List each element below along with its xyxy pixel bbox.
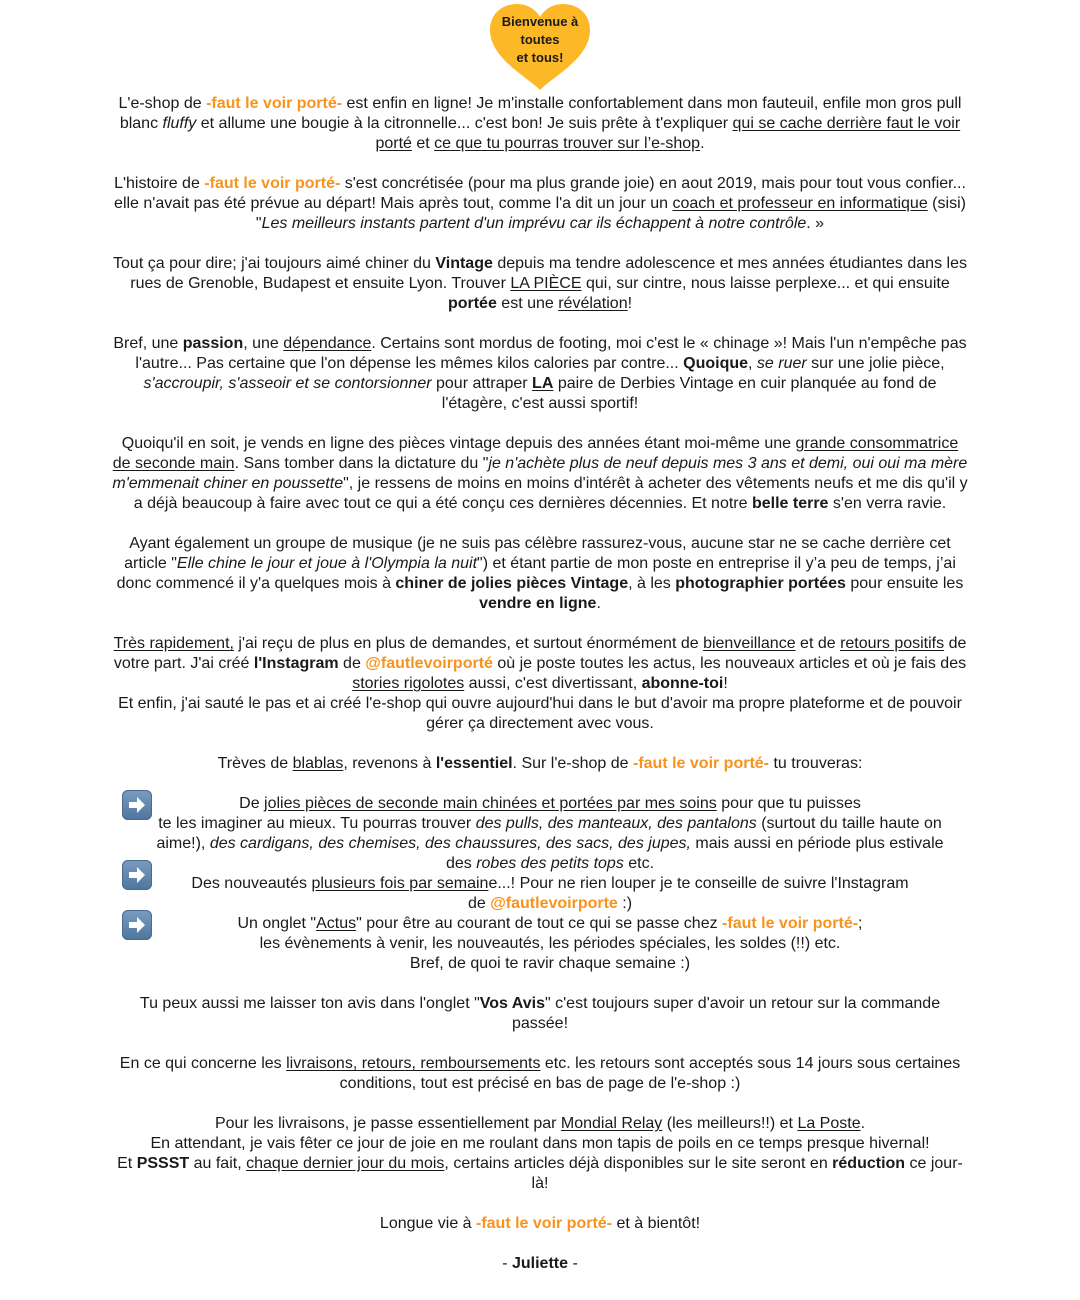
text-segment: tu trouveras:: [769, 755, 863, 772]
italic-text: s'accroupir, s'asseoir et se contorsionner: [143, 375, 432, 392]
arrow-right-icon: [122, 910, 152, 940]
italic-text: fluffy: [162, 115, 197, 132]
text-segment: :): [617, 895, 633, 912]
brand-highlight: -faut le voir porté-: [476, 1215, 613, 1232]
bold-text: Vos Avis: [479, 995, 545, 1012]
underlined-link[interactable]: jolies pièces de seconde main chinées et portées par mes soins: [264, 795, 717, 812]
underlined-link[interactable]: livraisons, retours, remboursements: [286, 1055, 541, 1072]
underlined-link[interactable]: dépendance: [283, 335, 372, 352]
heart-line: Bienvenue à: [501, 14, 579, 29]
text-segment: Un onglet ": [237, 915, 317, 932]
text-segment: de votre part. J'ai créé: [113, 635, 967, 672]
text-segment: etc. les retours sont acceptés sous 14 jours sous certaines conditions, tout est précisé en bas de page de l'e-shop :): [339, 1055, 961, 1092]
bold-text: abonne-toi: [641, 675, 724, 692]
underlined-link[interactable]: Très rapidement,: [113, 635, 234, 652]
text-segment: paire de Derbies Vintage en cuir planquée au fond de l'étagère, c'est aussi sportif!: [441, 375, 937, 412]
paragraph-intro: [112, 94, 968, 154]
text-segment: s'est concrétisée (pour ma plus grande joie) en aout 2019, mais pour tout vous confier... elle n'avait pas été prévue au départ! Mais après tout, comme l'a dit un jour un: [114, 175, 966, 212]
text-segment: ") et étant partie de mon poste en entreprise il y’a peu de temps, j’ai donc commencé il y'a quelques mois à: [116, 555, 956, 592]
list-item: [112, 914, 968, 974]
text-segment: .: [860, 1115, 866, 1132]
text-segment: !: [627, 295, 633, 312]
arrow-right-icon: [122, 860, 152, 890]
italic-text: des pulls, des manteaux, des pantalons: [475, 815, 757, 832]
text-segment: e...! Pour ne rien louper je te conseille de suivre l'Instagram: [488, 875, 909, 892]
list-item: [112, 874, 968, 914]
text-segment: . Sans tomber dans la dictature du ": [234, 455, 489, 472]
text-segment: au fait,: [189, 1155, 247, 1172]
bold-text: vendre en ligne: [479, 595, 597, 612]
text-segment: ,: [748, 355, 757, 372]
text-segment: etc.: [623, 855, 655, 872]
paragraph-history: [112, 174, 968, 234]
text-segment: . Certains sont mordus de footing, moi c'est le « chinage »! Mais l'un n'empêche pas l'autre... Pas certaine que l'on dépense les mêmes kilos calories par contre...: [135, 335, 967, 372]
text-segment: " c'est toujours super d'avoir un retour sur la commande passée!: [511, 995, 941, 1032]
heart-line: et tous!: [516, 50, 564, 65]
bold-text: passion: [182, 335, 244, 352]
text-segment: les évènements à venir, les nouveautés, les périodes spéciales, les soldes (!!) etc.: [259, 935, 841, 952]
text-segment: est une: [496, 295, 559, 312]
italic-text: se ruer: [756, 355, 807, 372]
text-segment: pour ensuite les: [845, 575, 964, 592]
paragraph-music: [112, 534, 968, 614]
bold-text: réduction: [832, 1155, 906, 1172]
text-segment: Quoiqu'il en soit, je vends en ligne des pièces vintage depuis des années étant moi-même une: [121, 435, 796, 452]
paragraph-closing: [112, 1214, 968, 1234]
list-item-text: [112, 874, 968, 914]
underlined-link[interactable]: stories rigolotes: [352, 675, 465, 692]
heart-line: toutes: [520, 32, 560, 47]
brand-highlight: @fautlevoirporté: [365, 655, 493, 672]
text-segment: L'e-shop de: [118, 95, 207, 112]
bold-text: Quoique: [683, 355, 749, 372]
text-segment: " pour être au courant de tout ce qui se passe chez: [356, 915, 723, 932]
bold-text: chiner de jolies pièces Vintage: [395, 575, 629, 592]
text-segment: , à les: [628, 575, 676, 592]
underlined-link[interactable]: LA PIÈCE: [510, 275, 582, 292]
text-segment: En attendant, je vais fêter ce jour de joie en me roulant dans mon tapis de poils en ce temps presque hivernal!: [150, 1135, 930, 1152]
text-segment: qui, sur cintre, nous laisse perplexe... et qui ensuite: [581, 275, 950, 292]
bold-text: Vintage: [435, 255, 493, 272]
text-segment: où je poste toutes les actus, les nouveaux articles et où je fais des: [492, 655, 967, 672]
underlined-link[interactable]: coach et professeur en informatique: [672, 195, 928, 212]
welcome-heart-badge: [486, 2, 594, 92]
text-segment: ", je ressens de moins en moins d'intérêt à acheter des vêtements neufs et me dis qu'il y a déjà beaucoup à faire avec tout ce qui a été conçu ces dernières décennies. Et notre: [133, 475, 968, 512]
list-item-text: [112, 794, 968, 874]
text-segment: depuis ma tendre adolescence et mes années étudiantes dans les rues de Grenoble, Budapest et ensuite Lyon. Trouver: [130, 255, 967, 292]
text-segment: Tu peux aussi me laisser ton avis dans l'onglet ": [139, 995, 480, 1012]
brand-highlight: -faut le voir porté-: [722, 915, 859, 932]
text-segment: Bref, une: [113, 335, 183, 352]
text-segment: pour attraper: [431, 375, 533, 392]
text-segment: Trèves de: [217, 755, 293, 772]
text-segment: ;: [858, 915, 863, 932]
text-segment: s'en verra ravie.: [828, 495, 947, 512]
text-segment: est enfin en ligne! Je m'installe confortablement dans mon fauteuil, enfile mon gros pull blanc: [119, 95, 962, 132]
underlined-link[interactable]: Actus: [316, 915, 357, 932]
text-segment: et de: [795, 635, 841, 652]
text-segment: Des nouveautés: [191, 875, 312, 892]
paragraph-eshop: Et enfin, j'ai sauté le pas et ai créé l'e-shop qui ouvre aujourd'hui dans le but d'avoir ma propre plateforme et de pouvoir gérer ça directement avec vous.: [118, 695, 962, 732]
bold-text: l'essentiel: [435, 755, 513, 772]
text-segment: mais aussi en période plus estivale des: [445, 835, 944, 872]
arrow-right-icon: [122, 790, 152, 820]
text-segment: j'ai reçu de plus en plus de demandes, et surtout énormément de: [233, 635, 704, 652]
underlined-link[interactable]: blablas: [292, 755, 344, 772]
brand-highlight: -faut le voir porté-: [204, 175, 341, 192]
paragraph-second-hand: [112, 434, 968, 514]
signature: [112, 1254, 968, 1274]
text-segment: Bref, de quoi te ravir chaque semaine :): [409, 955, 691, 972]
paragraph-vintage: [112, 254, 968, 314]
italic-text: Elle chine le jour et joue à l'Olympia la nuit: [176, 555, 478, 572]
bold-text: photographier portées: [675, 575, 846, 592]
underlined-link[interactable]: révélation: [558, 295, 628, 312]
text-segment: et: [411, 135, 435, 152]
offer-list: [112, 794, 968, 974]
text-segment: !: [723, 675, 728, 692]
text-segment: Tout ça pour dire; j'ai toujours aimé chiner du: [113, 255, 436, 272]
underlined-link[interactable]: grande consommatrice de seconde main: [112, 435, 959, 472]
text-segment: . »: [806, 215, 825, 232]
text-segment: te les imaginer au mieux. Tu pourras trouver: [158, 815, 476, 832]
italic-text: robes des petits tops: [476, 855, 624, 872]
italic-text: des cardigans, des chemises, des chaussures, des sacs, des jupes,: [209, 835, 691, 852]
welcome-heart-text: [486, 13, 594, 67]
underlined-link[interactable]: bienveillance: [703, 635, 796, 652]
text-segment: , une: [243, 335, 284, 352]
underlined-link[interactable]: chaque dernier jour du mois: [246, 1155, 445, 1172]
bold-text: belle terre: [751, 495, 829, 512]
underlined-link[interactable]: ce que tu pourras trouver sur l’e-shop: [434, 135, 701, 152]
text-segment: de: [467, 895, 491, 912]
brand-highlight: -faut le voir porté-: [633, 755, 770, 772]
text-segment: . Sur l'e-shop de: [512, 755, 633, 772]
text-segment: .: [700, 135, 705, 152]
paragraph-reviews: [112, 994, 968, 1034]
underlined-link[interactable]: qui se cache derrière faut le voir porté: [375, 115, 961, 152]
paragraph-list-intro: [112, 754, 968, 774]
paragraph-passion: [112, 334, 968, 414]
text-segment: , revenons à: [343, 755, 436, 772]
text-segment: .: [596, 595, 601, 612]
brand-highlight: @fautlevoirporte: [490, 895, 618, 912]
text-segment: et à bientôt!: [612, 1215, 701, 1232]
text-segment: Ayant également un groupe de musique (je ne suis pas célèbre rassurez-vous, aucune star ne se cache derrière cet article ": [124, 535, 951, 572]
text-segment: -: [568, 1255, 578, 1272]
text-segment: , certains articles déjà disponibles sur le site seront en: [444, 1155, 833, 1172]
text-segment: De: [239, 795, 265, 812]
italic-text: Les meilleurs instants partent d'un imprévu car ils échappent à notre contrôle: [261, 215, 807, 232]
bold-text: l'Instagram: [253, 655, 339, 672]
text-segment: -: [502, 1255, 512, 1272]
text-segment: pour que tu puisses: [716, 795, 861, 812]
list-item-text: [112, 914, 968, 974]
paragraph-instagram: [112, 634, 968, 694]
text-segment: (sisi) ": [255, 195, 966, 232]
underlined-link[interactable]: plusieurs fois par semain: [311, 875, 489, 892]
text-segment: aussi, c'est divertissant,: [464, 675, 642, 692]
bold-text: PSSST: [136, 1155, 190, 1172]
bold-text: Juliette: [511, 1255, 568, 1272]
italic-text: je n'achète plus de neuf depuis mes 3 ans et demi, oui oui ma mère m'emmenait chiner en poussette: [112, 455, 968, 492]
underlined-link[interactable]: Mondial Relay: [560, 1115, 663, 1132]
paragraph-returns: [112, 1054, 968, 1094]
text-segment: (surtout du taille haute on aime!),: [156, 815, 942, 852]
text-segment: de: [338, 655, 366, 672]
bold-text: portée: [447, 295, 497, 312]
underlined-link[interactable]: LA: [532, 375, 554, 392]
text-segment: et allume une bougie à la citronnelle... c'est bon! Je suis prête à t'expliquer: [196, 115, 733, 132]
underlined-link[interactable]: retours positifs: [840, 635, 945, 652]
text-segment: ce jour-là!: [531, 1155, 963, 1192]
underlined-link[interactable]: La Poste: [797, 1115, 861, 1132]
text-segment: (les meilleurs!!) et: [662, 1115, 798, 1132]
article-body: [112, 94, 968, 1294]
text-segment: Et: [117, 1155, 137, 1172]
list-item: [112, 794, 968, 874]
text-segment: L'histoire de: [114, 175, 205, 192]
brand-highlight: -faut le voir porté-: [206, 95, 343, 112]
text-segment: sur une jolie pièce,: [806, 355, 945, 372]
text-segment: En ce qui concerne les: [119, 1055, 287, 1072]
text-segment: Pour les livraisons, je passe essentiellement par: [214, 1115, 561, 1132]
text-segment: Longue vie à: [379, 1215, 476, 1232]
paragraph-deliveries: [112, 1114, 968, 1194]
